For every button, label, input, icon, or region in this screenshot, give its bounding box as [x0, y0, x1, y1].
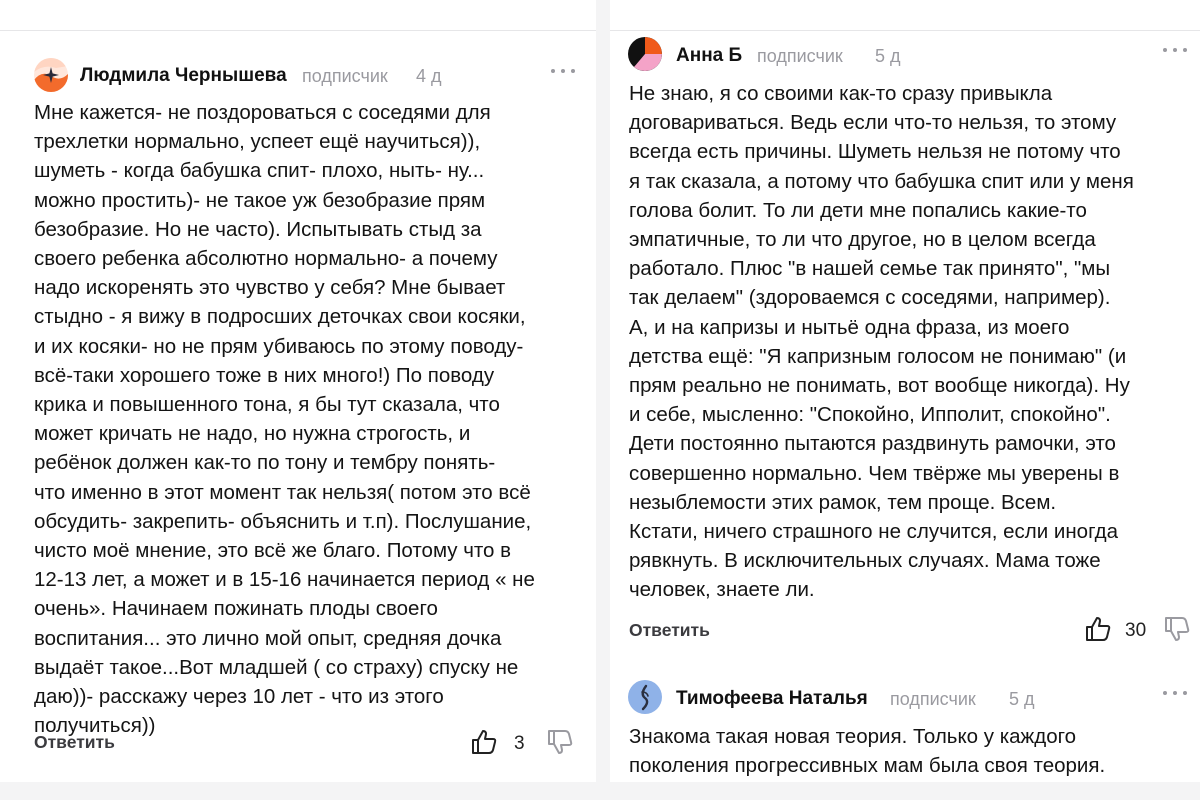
comment-text-line: всё-таки хорошего тоже в них много!) По поводу: [34, 363, 495, 387]
panel-divider: [596, 0, 610, 800]
comment-text-line: чисто моё мнение, это всё же благо. Потому что в: [34, 539, 512, 563]
right-comment-panel: [610, 0, 1200, 800]
comment-text-line: 12-13 лет, а может и в 15-16 начинается период « не: [34, 568, 535, 592]
comment-text: [34, 98, 535, 740]
comment-text-line: шуметь - когда бабушка спит- плохо, ныть- ну...: [34, 159, 485, 183]
comment-3: [610, 680, 1200, 778]
comment-text-line: эмпатичные, то ли что другое, но в целом всегда: [629, 228, 1096, 252]
avatar[interactable]: [628, 680, 662, 714]
comment-time: 4 д: [416, 66, 442, 86]
subscriber-badge: подписчик: [757, 46, 843, 66]
comment-text-line: договариваться. Ведь если что-то нельзя, то этому: [629, 111, 1117, 135]
divider: [0, 30, 596, 31]
comment-1: [0, 58, 596, 738]
comment-text-line: незыблемости этих рамок, тем проще. Всем.: [629, 490, 1057, 514]
like-count: 30: [1125, 620, 1147, 641]
comment-text-line: и себе, мысленно: "Спокойно, Ипполит, спокойно".: [629, 403, 1111, 427]
reply-button[interactable]: Ответить: [629, 620, 710, 640]
comment-text-line: Мне кажется- не поздороваться с соседями для: [34, 101, 491, 124]
comment-text-line: безобразие. Но не часто). Испытывать стыд за: [34, 217, 482, 241]
comment-text-line: Дети постоянно пытаются раздвинуть рамочки, это: [629, 432, 1116, 456]
thumbs-up-icon[interactable]: [470, 728, 498, 756]
comment-text-line: можно простить)- не такое уж безобразие прям: [34, 188, 486, 212]
comment-text-line: я так сказала, а потому что бабушка спит или у меня: [629, 169, 1134, 193]
comment-text-line: прям реально не понимать, вот вообще никогда). Ну: [629, 374, 1130, 398]
thumbs-up-icon[interactable]: [1084, 615, 1112, 643]
comment-text-line: и их косяки- но не прям убиваюсь по этому поводу-: [34, 334, 524, 358]
comment-text-line: стыдно - я вижу в подросших деточках свои косяки,: [34, 305, 526, 329]
comment-text-line: поколения прогрессивных мам была своя теория.: [629, 754, 1106, 778]
thumbs-down-icon[interactable]: [546, 728, 574, 756]
more-icon[interactable]: [551, 66, 575, 76]
comment-text-line: надо искоренять это чувство у себя? Мне бывает: [34, 276, 506, 300]
comment-text-line: крика и повышенного тона, я бы тут сказала, что: [34, 393, 500, 417]
comment-text-line: выдаёт такое...Вот младшей ( со страху) спуску не: [34, 655, 519, 679]
comment-author[interactable]: Анна Б: [676, 45, 743, 66]
subscriber-badge: подписчик: [890, 689, 976, 709]
reply-button[interactable]: Ответить: [34, 732, 115, 752]
comment-text-line: работало. Плюс "в нашей семье так принято", "мы: [629, 257, 1111, 281]
comment-text-line: рявкнуть. В исключительных случаях. Мама тоже: [629, 549, 1101, 573]
comment-header: [610, 680, 1200, 720]
comment-text-line: совершенно нормально. Чем твёрже мы уверены в: [629, 461, 1120, 485]
panel-bottom-edge: [0, 782, 596, 800]
comment-2: [610, 37, 1200, 602]
comment-text-line: очень». Начинаем пожинать плоды своего: [34, 597, 438, 621]
comment-text-line: что именно в этот момент так нельзя( потом это всё: [34, 480, 531, 504]
more-icon[interactable]: [1163, 45, 1187, 55]
comment-text-line: даю))- расскажу через 10 лет - что из этого: [34, 685, 444, 709]
comment-text-line: так делаем" (здороваемся с соседями, например).: [629, 286, 1111, 310]
like-count: 3: [514, 733, 525, 754]
comment-text-line: голова болит. То ли дети мне попались какие-то: [629, 198, 1087, 222]
left-comment-panel: [0, 0, 596, 800]
comment-text-line: А, и на капризы и нытьё одна фраза, из моего: [629, 315, 1070, 339]
comment-header: [0, 58, 596, 98]
comment-text-line: Не знаю, я со своими как-то сразу привыкла: [629, 82, 1053, 105]
comment-actions: [610, 615, 1200, 645]
comment-text-line: всегда есть причины. Шуметь нельзя не потому что: [629, 140, 1121, 164]
comment-text-line: получиться)): [34, 714, 156, 738]
comment-text: [629, 79, 1134, 605]
comment-text-line: ребёнок должен как-то по тону и тембру понять-: [34, 451, 496, 475]
comment-time: 5 д: [1009, 689, 1035, 709]
comment-text-line: своего ребенка абсолютно нормально- а почему: [34, 247, 498, 271]
comment-time: 5 д: [875, 46, 901, 66]
comment-text-line: человек, знаете ли.: [629, 578, 815, 602]
comment-actions: [0, 728, 596, 758]
comment-author[interactable]: Тимофеева Наталья: [676, 688, 868, 709]
thumbs-down-icon[interactable]: [1163, 615, 1191, 643]
comment-text-line: трехлетки нормально, успеет ещё научиться)),: [34, 130, 481, 154]
comment-text-line: воспитания... это лично мой опыт, средняя дочка: [34, 626, 502, 650]
comment-text-line: может кричать не надо, но нужна строгость, и: [34, 422, 471, 446]
comment-text-line: обсудить- закрепить- объяснить и т.п). Послушание,: [34, 509, 532, 533]
comment-text: [629, 722, 1105, 780]
comment-header: [610, 37, 1200, 77]
comment-author[interactable]: Людмила Чернышева: [80, 65, 287, 86]
avatar[interactable]: [628, 37, 662, 71]
divider: [610, 30, 1200, 31]
avatar[interactable]: [34, 58, 68, 92]
more-icon[interactable]: [1163, 688, 1187, 698]
comment-text-line: Кстати, ничего страшного не случится, если иногда: [629, 520, 1119, 544]
comment-text-line: детства ещё: "Я капризным голосом не понимаю" (и: [629, 344, 1127, 368]
panel-bottom-edge: [610, 782, 1200, 800]
subscriber-badge: подписчик: [302, 66, 388, 86]
comment-text-line: Знакома такая новая теория. Только у каждого: [629, 725, 1077, 748]
